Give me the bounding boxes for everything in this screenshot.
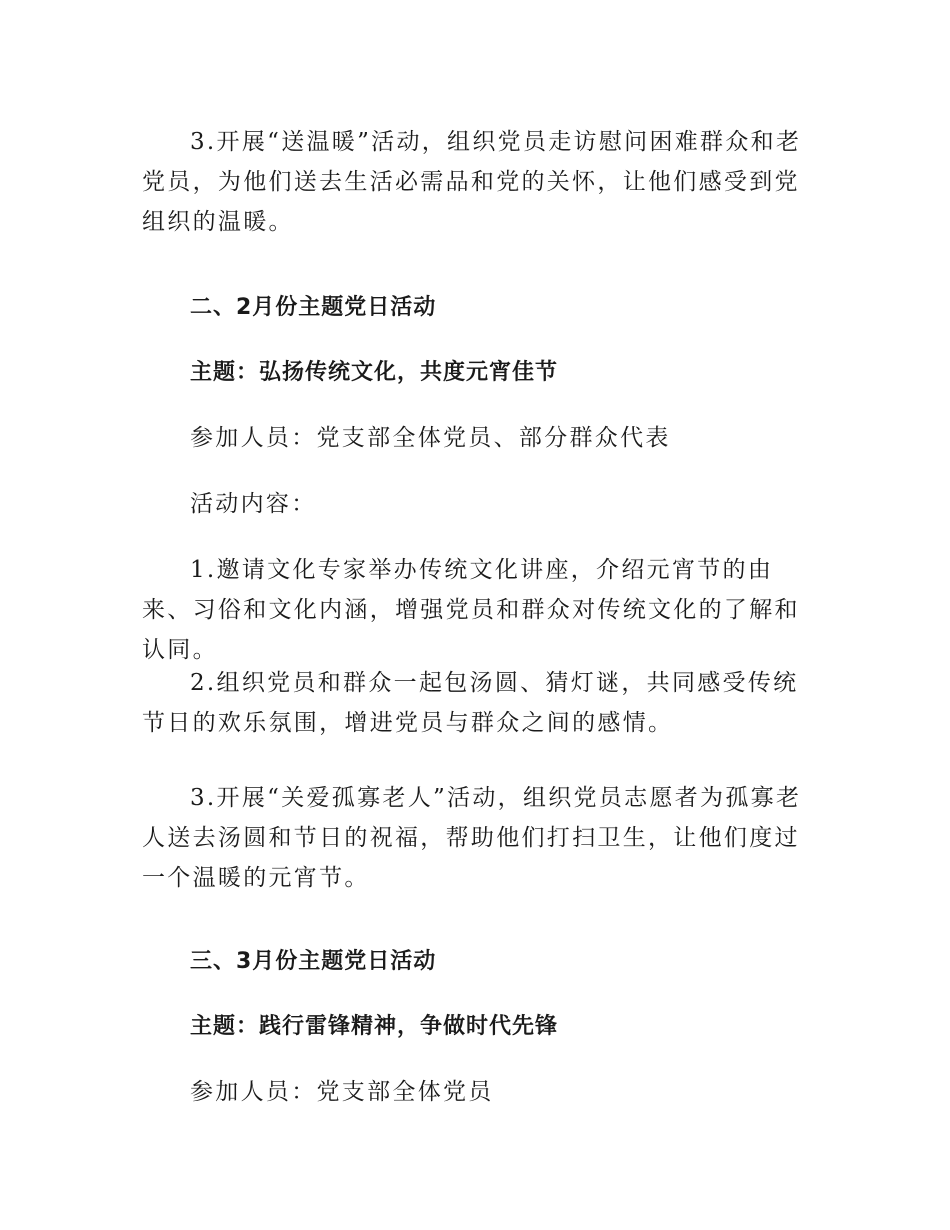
participants-february: 参加人员：党支部全体党员、部分群众代表 — [190, 425, 671, 451]
paragraph-lecture: 1.邀请文化专家举办传统文化讲座，介绍元宵节的由来、习俗和文化内涵，增强党员和群众对传统文化的了解和认同。 — [142, 557, 800, 663]
activity-content-label: 活动内容： — [190, 491, 317, 517]
section-heading-march: 三、3月份主题党日活动 — [190, 949, 437, 974]
theme-february: 主题：弘扬传统文化，共度元宵佳节 — [190, 360, 559, 385]
paragraph-song-wennuan: 3.开展“送温暖”活动，组织党员走访慰问困难群众和老党员，为他们送去生活必需品和党的关怀，让他们感受到党组织的温暖。 — [142, 129, 802, 235]
paragraph-tangyuan: 2.组织党员和群众一起包汤圆、猜灯谜，共同感受传统节日的欢乐氛围，增进党员与群众之间的感情。 — [142, 670, 799, 736]
section-heading-february: 二、2月份主题党日活动 — [190, 295, 437, 320]
participants-march: 参加人员：党支部全体党员 — [190, 1079, 494, 1105]
theme-march: 主题：践行雷锋精神，争做时代先锋 — [190, 1014, 559, 1039]
paragraph-elderly-care: 3.开展“关爱孤寡老人”活动，组织党员志愿者为孤寡老人送去汤圆和节日的祝福，帮助他们打扫卫生，让他们度过一个温暖的元宵节。 — [142, 785, 802, 891]
